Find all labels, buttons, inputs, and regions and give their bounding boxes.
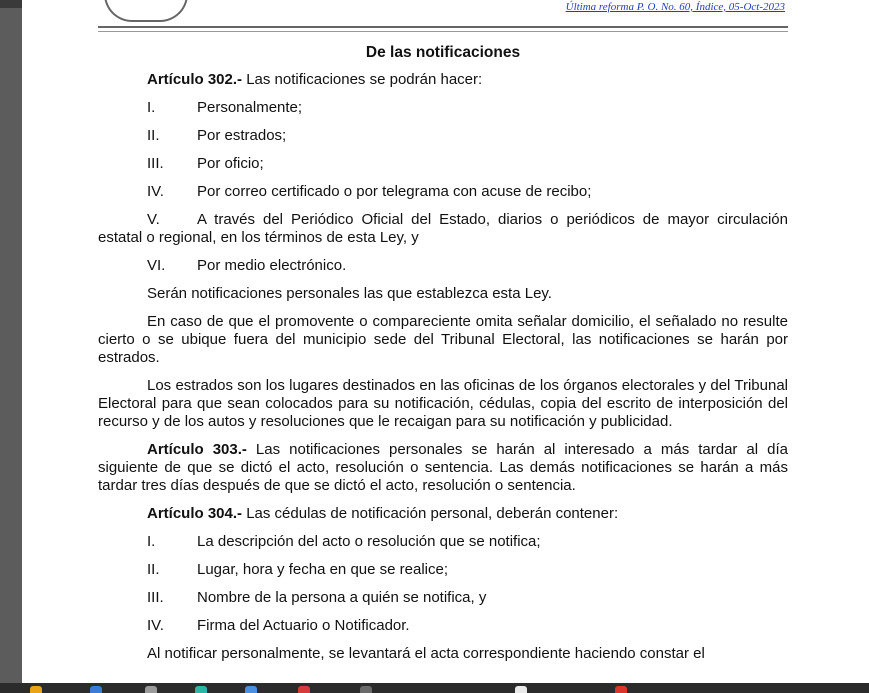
- app-icon[interactable]: [298, 686, 310, 693]
- paragraph: Al notificar personalmente, se levantará el acta correspondiente haciendo constar el: [147, 645, 705, 662]
- app-icon[interactable]: [360, 686, 372, 693]
- app-icon[interactable]: [90, 686, 102, 693]
- reform-note: Última reforma P. O. No. 60, Índice, 05-Oct-2023: [565, 1, 785, 13]
- article-302-label: Artículo 302.-: [147, 71, 243, 88]
- article-303-label: Artículo 303.-: [147, 441, 247, 458]
- list-item: [147, 99, 788, 117]
- document-body: [98, 44, 788, 673]
- list-item: [98, 211, 788, 247]
- item-text: Por estrados;: [197, 127, 287, 144]
- item-text: A través del Periódico Oficial del Estado, diarios o periódicos de mayor circulación estatal o regional, en los términos de esta Ley, y: [98, 211, 788, 246]
- browser-icon[interactable]: [195, 686, 207, 693]
- item-text: Firma del Actuario o Notificador.: [197, 617, 410, 634]
- item-text: Por correo certificado o por telegrama con acuse de recibo;: [197, 183, 592, 200]
- item-text: Personalmente;: [197, 99, 303, 116]
- item-number: IV.: [147, 183, 164, 200]
- article-304-text: Las cédulas de notificación personal, deberán contener:: [242, 505, 619, 522]
- item-text: La descripción del acto o resolución que se notifica;: [197, 533, 541, 550]
- folder-icon[interactable]: [30, 686, 42, 693]
- article-302: [98, 71, 788, 89]
- item-text: Lugar, hora y fecha en que se realice;: [197, 561, 449, 578]
- article-303: [98, 441, 788, 495]
- item-number: III.: [147, 589, 164, 606]
- article-302-text: Las notificaciones se podrán hacer:: [242, 71, 483, 88]
- app-icon[interactable]: [515, 686, 527, 693]
- item-number: I.: [147, 99, 156, 116]
- article-303-text: Las notificaciones personales se harán al interesado a más tardar al día siguiente de que se dictó el acto, resolución o sentencia. Las demás notificaciones se harán a más tardar tres días después de que se dictó el acto, resolución o sentencia.: [98, 441, 788, 494]
- paragraph: Los estrados son los lugares destinados en las oficinas de los órganos electorales y del Tribunal Electoral para que sean colocados para su notificación, cédulas, copia del escrito de interposición del recurso y de los autos y resoluciones que le recaigan para su notificación y publicidad.: [98, 377, 788, 430]
- list-item: [147, 533, 788, 551]
- list-item: [147, 127, 788, 145]
- list-item: [147, 257, 788, 275]
- app-icon[interactable]: [245, 686, 257, 693]
- list-item: [147, 155, 788, 173]
- item-number: IV.: [147, 617, 164, 634]
- seal-logo: [104, 0, 188, 22]
- list-item: [147, 617, 788, 635]
- header-rule-thin: [98, 31, 788, 32]
- item-text: Por oficio;: [197, 155, 264, 172]
- item-text: Nombre de la persona a quién se notifica, y: [197, 589, 487, 606]
- document-page[interactable]: [22, 0, 869, 683]
- item-number: II.: [147, 561, 160, 578]
- list-item: [147, 561, 788, 579]
- taskbar: [0, 683, 869, 693]
- paragraph: Serán notificaciones personales las que establezca esta Ley.: [147, 285, 552, 302]
- item-number: III.: [147, 155, 164, 172]
- section-title: De las notificaciones: [365, 44, 521, 61]
- paragraph: En caso de que el promovente o compareciente omita señalar domicilio, el señalado no resulte cierto o se ubique fuera del municipio sede del Tribunal Electoral, las notificaciones se harán por estrados.: [98, 313, 788, 366]
- list-item: [147, 183, 788, 201]
- item-number: I.: [147, 533, 156, 550]
- list-item: [147, 589, 788, 607]
- item-number: II.: [147, 127, 160, 144]
- article-304-label: Artículo 304.-: [147, 505, 243, 522]
- article-304: [98, 505, 788, 523]
- item-text: Por medio electrónico.: [197, 257, 347, 274]
- item-number: VI.: [147, 257, 166, 274]
- app-icon[interactable]: [145, 686, 157, 693]
- app-icon[interactable]: [615, 686, 627, 693]
- header-rule: [98, 26, 788, 28]
- item-number: V.: [147, 211, 160, 228]
